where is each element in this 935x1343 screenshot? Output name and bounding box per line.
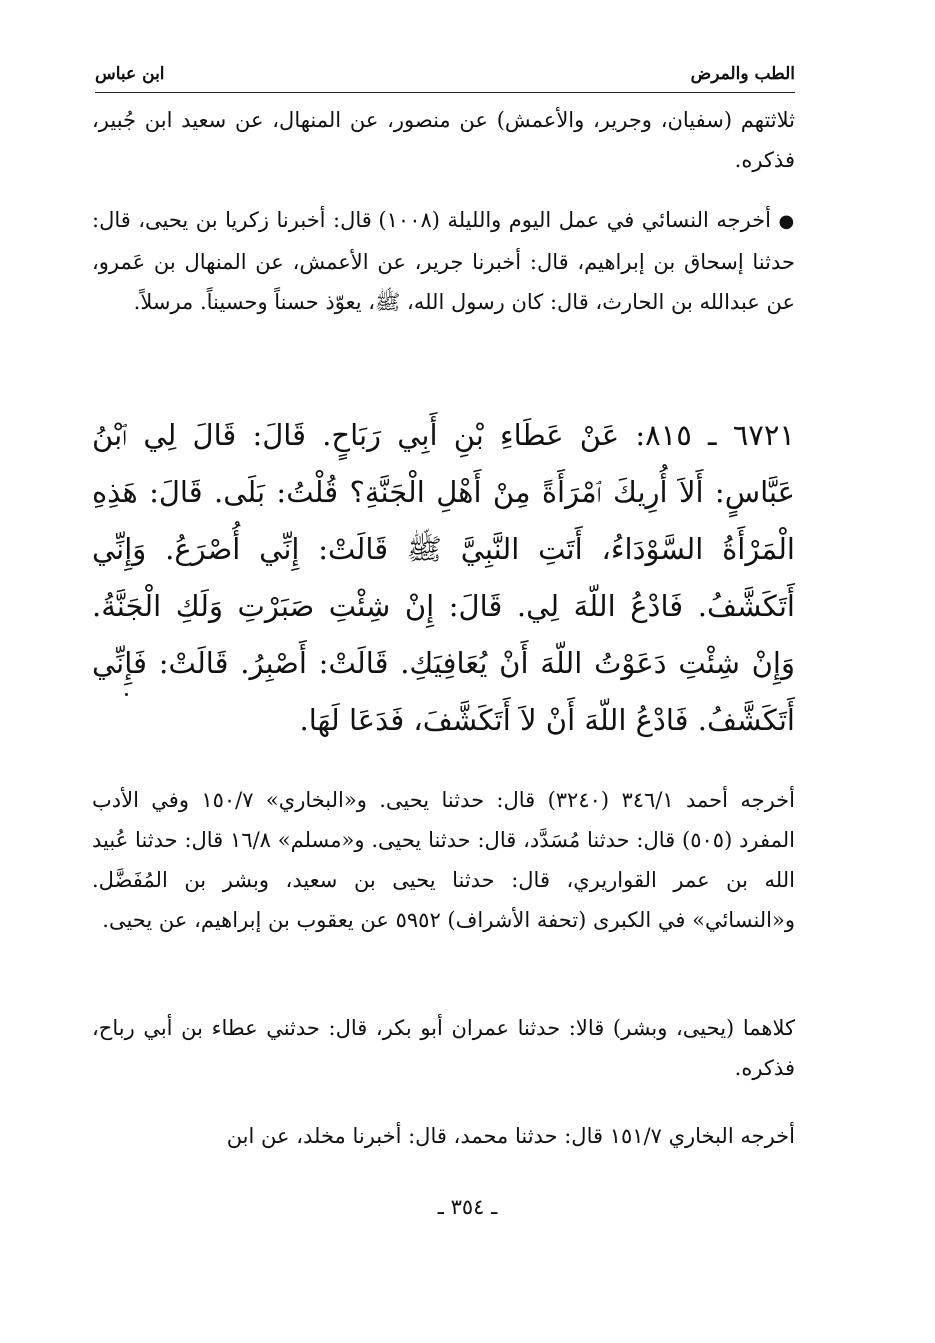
bullet-icon: ● — [778, 211, 795, 232]
paragraph-2 — [92, 200, 795, 322]
paragraph-4: كلاهما (يحيى، وبشر) قالا: حدثنا عمران أبو بكر، قال: حدثني عطاء بن أبي رباح، فذكره. — [92, 1016, 795, 1080]
page-number: ـ ٣٥٤ ـ — [437, 1195, 498, 1219]
header-section-title: ابن عباس — [95, 64, 165, 84]
running-header — [95, 60, 795, 93]
header-chapter-title: الطب والمرض — [690, 64, 795, 84]
paragraph-3: أخرجه أحمد ٣٤٦/١ (٣٢٤٠) قال: حدثنا يحيى. و«البخاري» ١٥٠/٧ وفي الأدب المفرد (٥٠٥) قال: حدثنا مُسَدَّد، قال: حدثنا يحيى. و«مسلم» ١٦/٨ قال: حدثنا عُبيد الله بن عمر القواريري، قال: حدثنا يحيى بن سعيد، وبشر بن المُفَضَّل. و«النسائي» في الكبرى (تحفة الأشراف) ٥٩٥٢ عن يعقوب بن إبراهيم، عن يحيى. — [92, 788, 796, 932]
hadith-text: ٦٧٢١ ـ ٨١٥: عَنْ عَطَاءِ بْنِ أَبِي رَبَاحٍ. قَالَ: قَالَ لِي ٱبْنُ عَبَّاسٍ: أَلاَ أُرِيكَ ٱمْرَأَةً مِنْ أَهْلِ الْجَنَّةِ؟ قُلْتُ: بَلَى. قَالَ: هَذِهِ الْمَرْأَةُ السَّوْدَاءُ، أَتَتِ النَّبِيَّ ﷺ قَالَتْ: إِنِّي أُصْرَعُ. وَإِنِّي أَتَكَشَّفُ. فَادْعُ اللّهَ لِي. قَالَ: إِنْ شِئْتِ صَبَرْتِ وَلَكِ الْجَنَّةُ. وَإِنْ شِئْتِ دَعَوْتُ اللّهَ أَنْ يُعَافِيَكِ. قَالَتْ: أَصْبِرُ. قَالَتْ: فَإِنِّي أَتَكَشَّفُ. فَادْعُ اللّهَ أَنْ لاَ أَتَكَشَّفَ، فَدَعَا لَهَا. — [92, 418, 795, 737]
stray-dot — [125, 693, 128, 696]
paragraph-5: أخرجه البخاري ١٥١/٧ قال: حدثنا محمد، قال: أخبرنا مخلد، عن ابن — [226, 1124, 795, 1148]
paragraph-1: ثلاثتهم (سفيان، وجرير، والأعمش) عن منصور، عن المنهال، عن سعيد ابن جُبير، فذكره. — [92, 108, 796, 172]
paragraph-2-text: أخرجه النسائي في عمل اليوم والليلة (١٠٠٨) قال: أخبرنا زكريا بن يحيى، قال: حدثنا إسحاق بن إبراهيم، قال: أخبرنا جرير، عن الأعمش، عن المنهال بن عَمرو، عن عبدالله بن الحارث، قال: كان رسول الله، ﷺ، يعوّذ حسناً وحسيناً. مرسلاً. — [92, 208, 795, 314]
